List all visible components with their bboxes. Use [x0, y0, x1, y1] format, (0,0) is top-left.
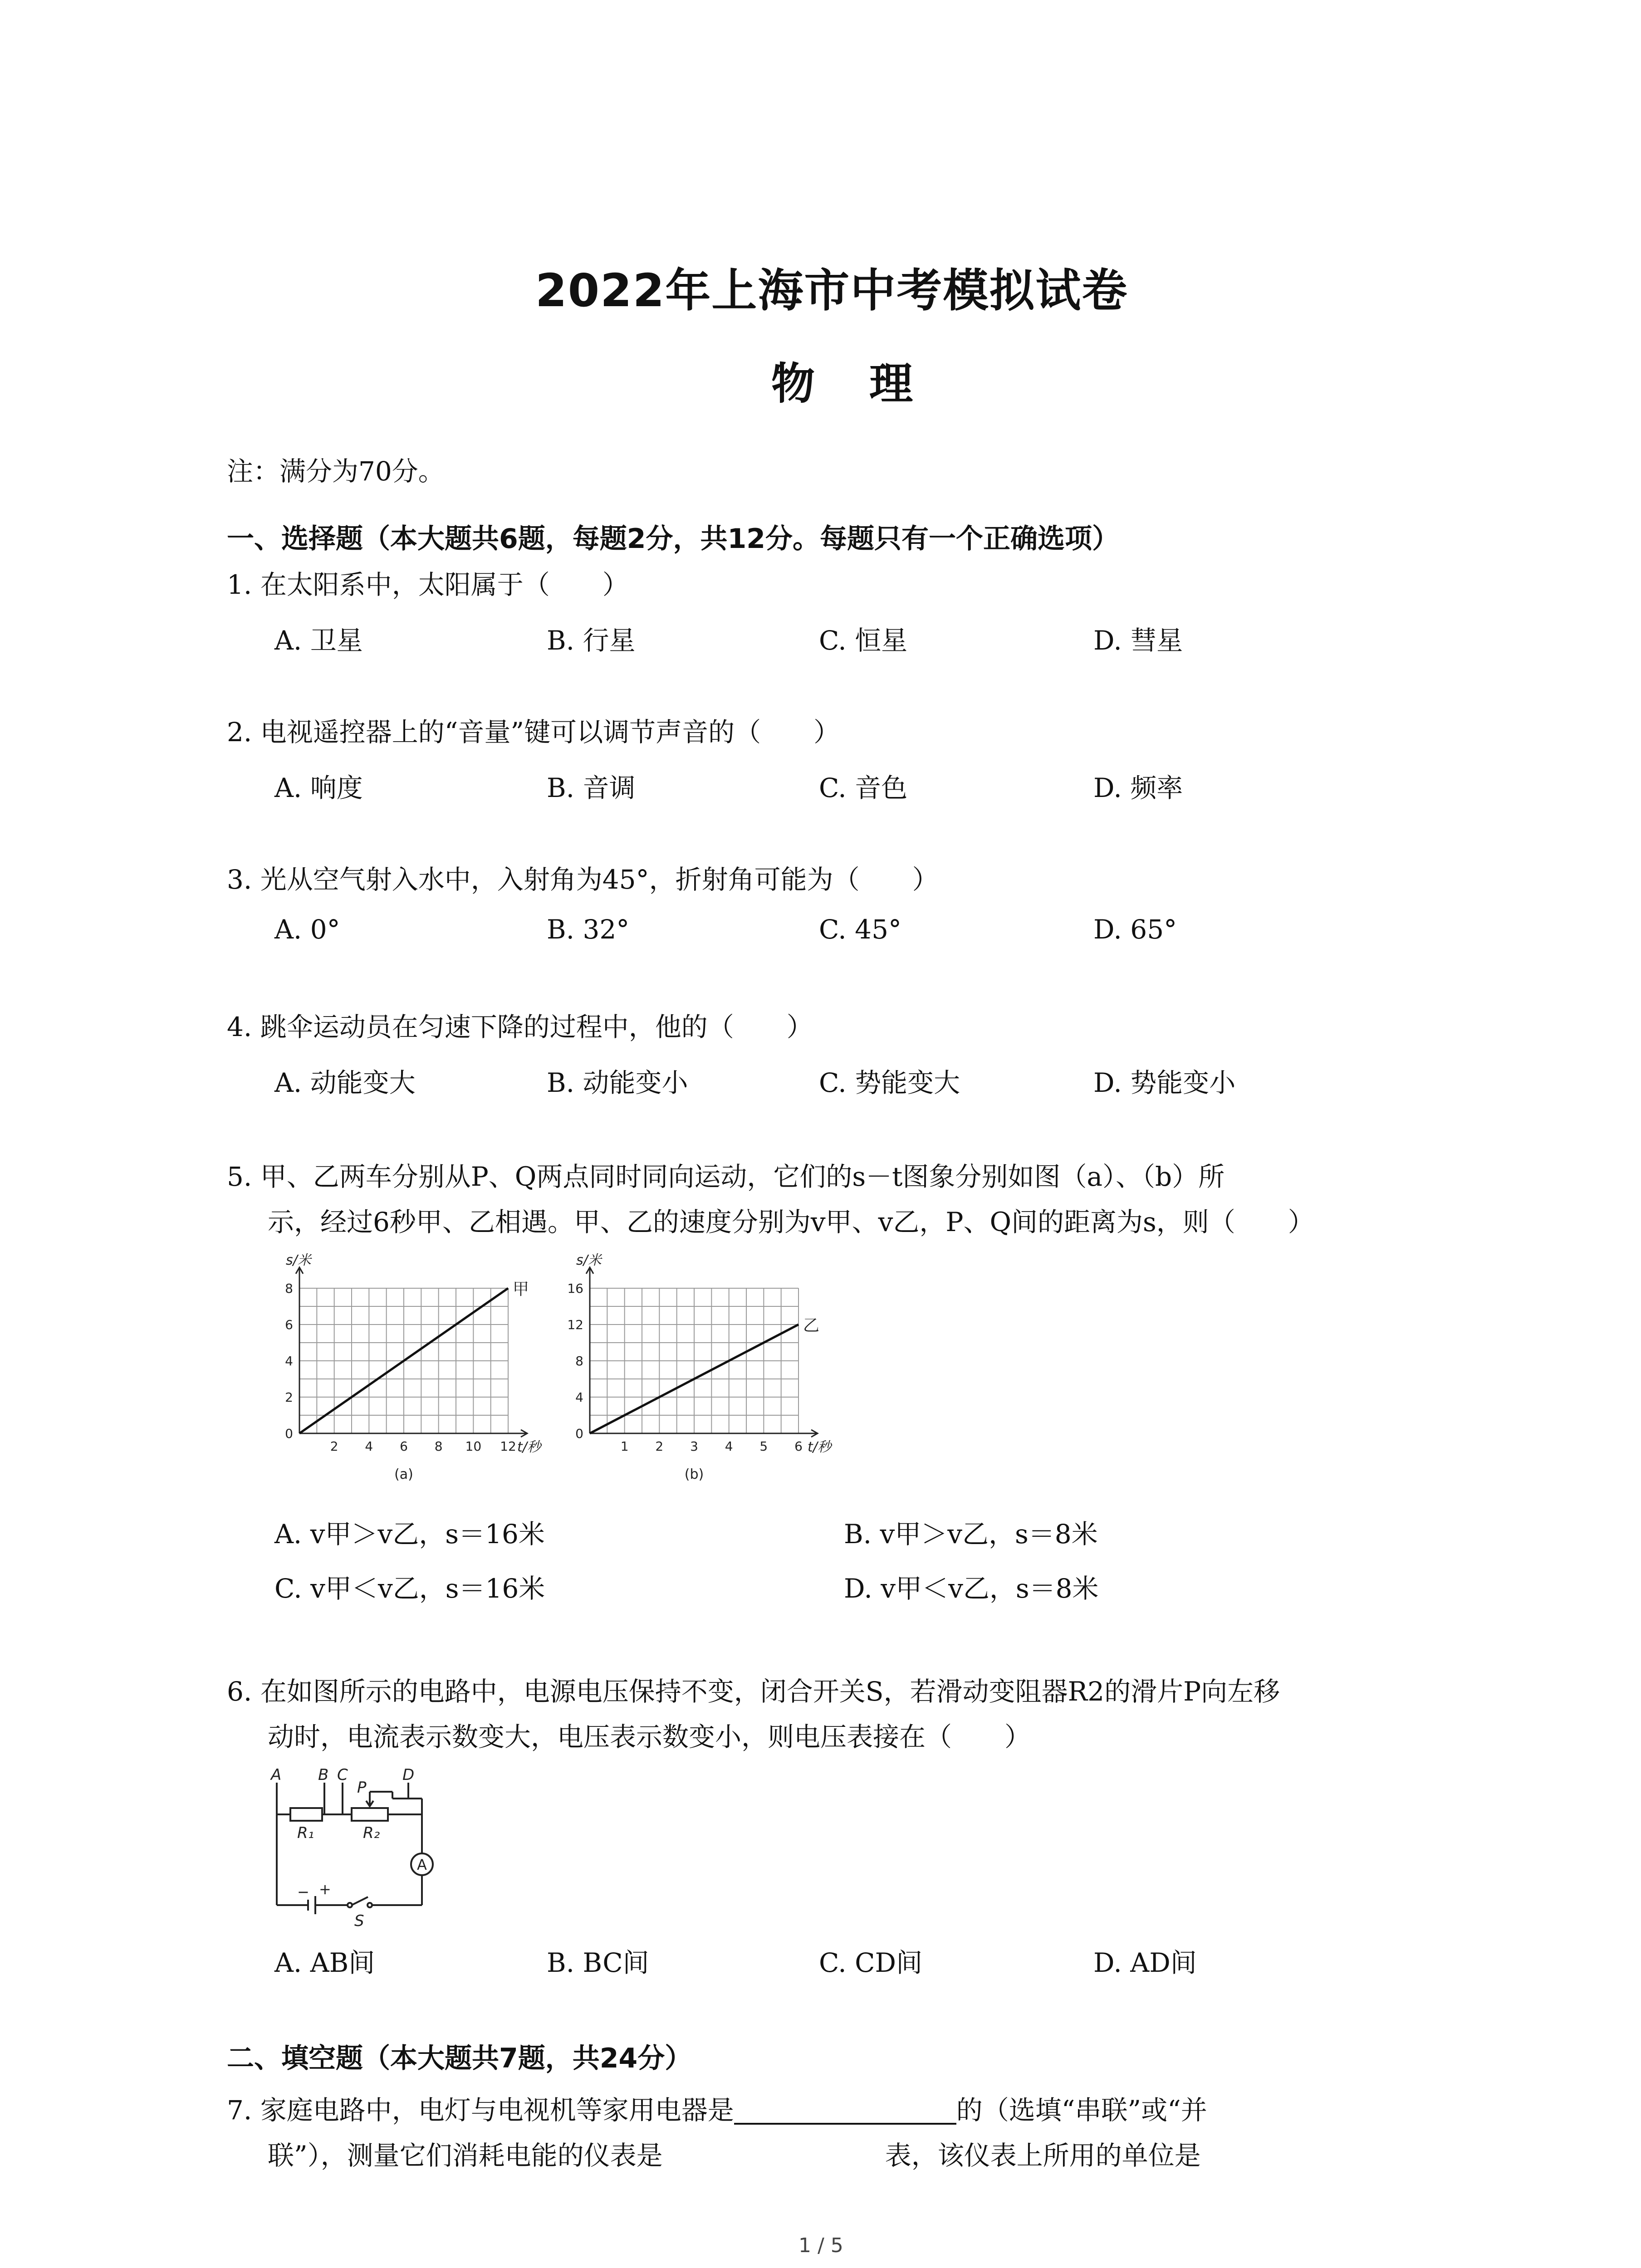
q6-option-b: B. BC间 — [547, 1947, 649, 1978]
y-axis-label: s/米 — [286, 1252, 311, 1268]
terminal-c-label: C — [337, 1766, 348, 1784]
y-tick-label: 4 — [285, 1354, 293, 1369]
q6-option-c: C. CD间 — [819, 1947, 923, 1978]
slider-p-label: P — [357, 1779, 367, 1797]
q5-option-b: B. v甲＞v乙，s＝8米 — [844, 1519, 1098, 1549]
q7-text-1a: 7. 家庭电路中，电灯与电视机等家用电器是 — [227, 2095, 734, 2126]
q5-option-a: A. v甲＞v乙，s＝16米 — [274, 1519, 545, 1549]
q2-option-b: B. 音调 — [547, 772, 636, 803]
q3-stem: 3. 光从空气射入水中，入射角为45°，折射角可能为（ ） — [227, 864, 939, 895]
page-number: 1 / 5 — [798, 2234, 843, 2257]
x-axis-label: t/秒 — [517, 1439, 541, 1455]
x-tick-label: 12 — [500, 1439, 516, 1454]
q4-stem: 4. 跳伞运动员在匀速下降的过程中，他的（ ） — [227, 1012, 813, 1042]
q1-option-c: C. 恒星 — [819, 625, 908, 656]
x-tick-label: 6 — [400, 1439, 408, 1454]
section-2-heading: 二、填空题（本大题共7题，共24分） — [227, 2043, 692, 2074]
x-tick-label: 10 — [465, 1439, 482, 1454]
subject-title: 物理 — [771, 358, 967, 409]
q7-text-1b: 的（选填“串联”或“并 — [956, 2095, 1207, 2126]
q6-option-d: D. AD间 — [1093, 1947, 1197, 1978]
q6-stem-line1: 6. 在如图所示的电路中，电源电压保持不变，闭合开关S，若滑动变阻器R2的滑片P向左移 — [227, 1676, 1280, 1707]
q4-option-c: C. 势能变大 — [819, 1067, 960, 1098]
q7-blank-1[interactable] — [734, 2096, 956, 2125]
battery-minus-label: − — [297, 1883, 309, 1901]
y-tick-label: 8 — [575, 1354, 583, 1369]
q2-option-a: A. 响度 — [274, 772, 363, 803]
terminal-b-label: B — [318, 1766, 329, 1784]
x-tick-label: 6 — [794, 1439, 803, 1454]
q1-option-a: A. 卫星 — [274, 625, 363, 656]
r1-resistor — [290, 1808, 322, 1821]
st-graph-b — [558, 1252, 876, 1506]
q5-option-d: D. v甲＜v乙，s＝8米 — [844, 1573, 1099, 1604]
q7-text-2b: 表，该仪表上所用的单位是 — [885, 2140, 1201, 2171]
graph-caption: (b) — [684, 1466, 704, 1482]
terminal-a-label: A — [271, 1766, 282, 1784]
q2-stem: 2. 电视遥控器上的“音量”键可以调节声音的（ ） — [227, 717, 840, 748]
terminal-d-label: D — [402, 1766, 415, 1784]
q6-option-a: A. AB间 — [274, 1947, 375, 1978]
q5-stem-line2: 示，经过6秒甲、乙相遇。甲、乙的速度分别为v甲、v乙，P、Q间的距离为s，则（ ） — [268, 1207, 1314, 1237]
q4-option-a: A. 动能变大 — [274, 1067, 416, 1098]
q5-stem-line1: 5. 甲、乙两车分别从P、Q两点同时同向运动，它们的s－t图象分别如图（a）、（b）所 — [227, 1161, 1225, 1192]
q2-option-c: C. 音色 — [819, 772, 908, 803]
circuit-diagram — [261, 1765, 470, 1928]
q5-option-c: C. v甲＜v乙，s＝16米 — [274, 1573, 545, 1604]
y-axis-label: s/米 — [576, 1252, 602, 1268]
q3-option-b: B. 32° — [547, 914, 630, 945]
y-tick-label: 4 — [575, 1390, 583, 1405]
q7-blank-2[interactable] — [663, 2141, 885, 2170]
score-note: 注：满分为70分。 — [227, 456, 445, 487]
ammeter-label: A — [417, 1856, 427, 1873]
q1-stem: 1. 在太阳系中，太阳属于（ ） — [227, 569, 629, 600]
battery-plus-label: + — [319, 1881, 331, 1898]
q2-option-d: D. 频率 — [1093, 772, 1183, 803]
x-tick-label: 4 — [365, 1439, 373, 1454]
q3-option-c: C. 45° — [819, 914, 901, 945]
x-tick-label: 2 — [655, 1439, 664, 1454]
x-axis-label: t/秒 — [808, 1439, 831, 1455]
y-tick-label: 16 — [567, 1281, 583, 1296]
x-tick-label: 5 — [759, 1439, 768, 1454]
q7-line1 — [227, 2096, 1207, 2125]
q4-option-b: B. 动能变小 — [547, 1067, 688, 1098]
q3-option-d: D. 65° — [1093, 914, 1177, 945]
y-tick-label: 6 — [285, 1317, 293, 1332]
r2-label: R₂ — [363, 1824, 380, 1842]
series-label: 乙 — [803, 1316, 820, 1335]
st-graph-a — [268, 1252, 549, 1506]
y-tick-label: 2 — [285, 1390, 293, 1405]
origin-label: 0 — [285, 1426, 293, 1441]
q3-option-a: A. 0° — [274, 914, 340, 945]
y-tick-label: 8 — [285, 1281, 293, 1296]
graph-caption: (a) — [394, 1466, 413, 1482]
r2-resistor — [352, 1808, 388, 1821]
y-tick-label: 12 — [567, 1317, 583, 1332]
x-tick-label: 1 — [620, 1439, 629, 1454]
q7-text-2a: 联”），测量它们消耗电能的仪表是 — [268, 2140, 663, 2171]
q1-option-d: D. 彗星 — [1093, 625, 1183, 656]
q6-stem-line2: 动时，电流表示数变大，电压表示数变小，则电压表接在（ ） — [268, 1721, 1031, 1752]
q7-line2 — [268, 2141, 1201, 2170]
x-tick-label: 4 — [725, 1439, 733, 1454]
x-tick-label: 3 — [690, 1439, 698, 1454]
q4-option-d: D. 势能变小 — [1093, 1067, 1236, 1098]
x-tick-label: 8 — [434, 1439, 443, 1454]
section-1-heading: 一、选择题（本大题共6题，每题2分，共12分。每题只有一个正确选项） — [227, 523, 1119, 555]
series-label: 甲 — [513, 1280, 529, 1299]
origin-label: 0 — [575, 1426, 583, 1441]
r1-label: R₁ — [297, 1824, 314, 1842]
switch-s-label: S — [354, 1912, 364, 1928]
x-tick-label: 2 — [330, 1439, 338, 1454]
q1-option-b: B. 行星 — [547, 625, 636, 656]
exam-title: 2022年上海市中考模拟试卷 — [535, 264, 1128, 317]
